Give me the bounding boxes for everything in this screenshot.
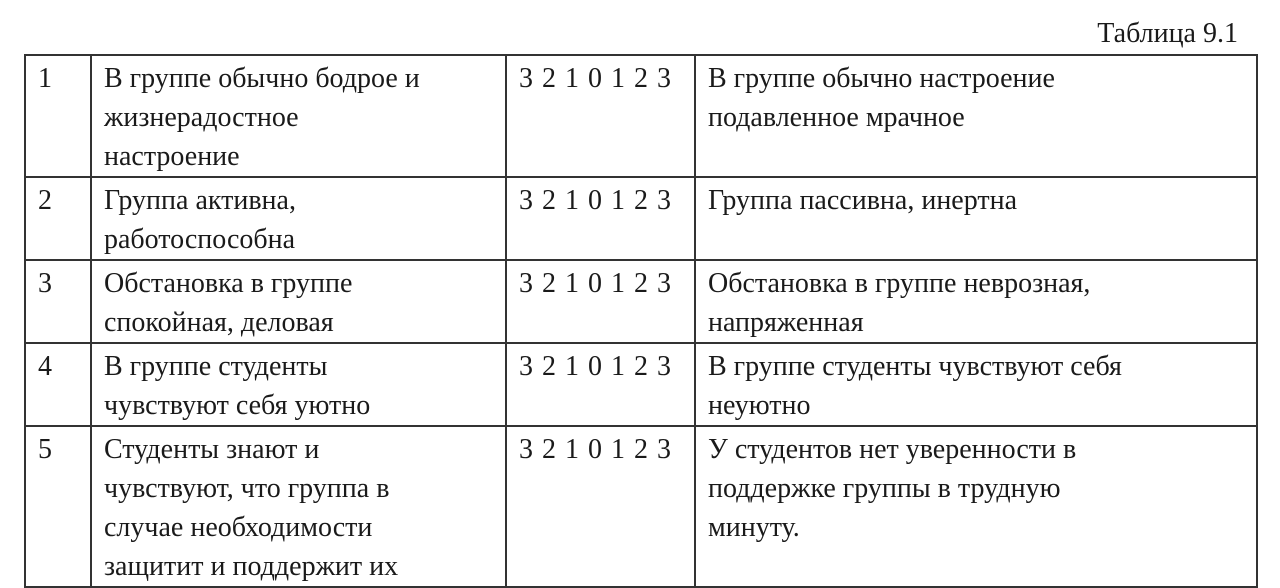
negative-statement [695,426,1257,587]
positive-statement [91,177,506,260]
text-line: Группа активна, [104,185,296,216]
text-line: В группе обычно настроение [708,63,1055,94]
table-row [25,55,1257,177]
text-line: чувствуют, что группа в [104,473,390,504]
text-line: спокойная, деловая [104,307,334,338]
positive-statement [91,343,506,426]
text-line: Обстановка в группе [104,268,353,299]
survey-table [24,54,1258,588]
text-line: настроение [104,141,240,172]
rating-scale: 3 2 1 0 1 2 3 [506,55,695,177]
text-line: напряженная [708,307,864,338]
positive-statement [91,260,506,343]
negative-statement [695,55,1257,177]
row-number: 4 [25,343,91,426]
text-line: работоспособна [104,224,296,255]
text-line: В группе обычно бодрое и [104,63,420,94]
text-line: случае необходимости [104,512,373,543]
text-line: неуютно [708,390,811,421]
table-row [25,343,1257,426]
text-line: чувствуют себя уютно [104,390,371,421]
text-line: Обстановка в группе неврозная, [708,268,1091,299]
text-line: поддержке группы в трудную [708,473,1061,504]
rating-scale: 3 2 1 0 1 2 3 [506,343,695,426]
negative-statement [695,260,1257,343]
row-number: 2 [25,177,91,260]
row-number: 3 [25,260,91,343]
text-line: защитит и поддержит их [104,551,399,582]
rating-scale: 3 2 1 0 1 2 3 [506,426,695,587]
text-line: В группе студенты чувствуют себя [708,351,1122,382]
table-row [25,177,1257,260]
positive-statement [91,55,506,177]
text-line: У студентов нет уверенности в [708,434,1077,465]
text-line: В группе студенты [104,351,328,382]
rating-scale: 3 2 1 0 1 2 3 [506,177,695,260]
text-line: жизнерадостное [104,102,299,133]
negative-statement [695,343,1257,426]
table-row [25,426,1257,587]
table-row [25,260,1257,343]
table-caption: Таблица 9.1 [1097,18,1238,49]
negative-statement [695,177,1257,260]
survey-table-body [25,55,1257,587]
text-line: минуту. [708,512,800,543]
text-line: подавленное мрачное [708,102,965,133]
row-number: 5 [25,426,91,587]
row-number: 1 [25,55,91,177]
rating-scale: 3 2 1 0 1 2 3 [506,260,695,343]
positive-statement [91,426,506,587]
text-line: Студенты знают и [104,434,320,465]
text-line: Группа пассивна, инертна [708,185,1018,216]
